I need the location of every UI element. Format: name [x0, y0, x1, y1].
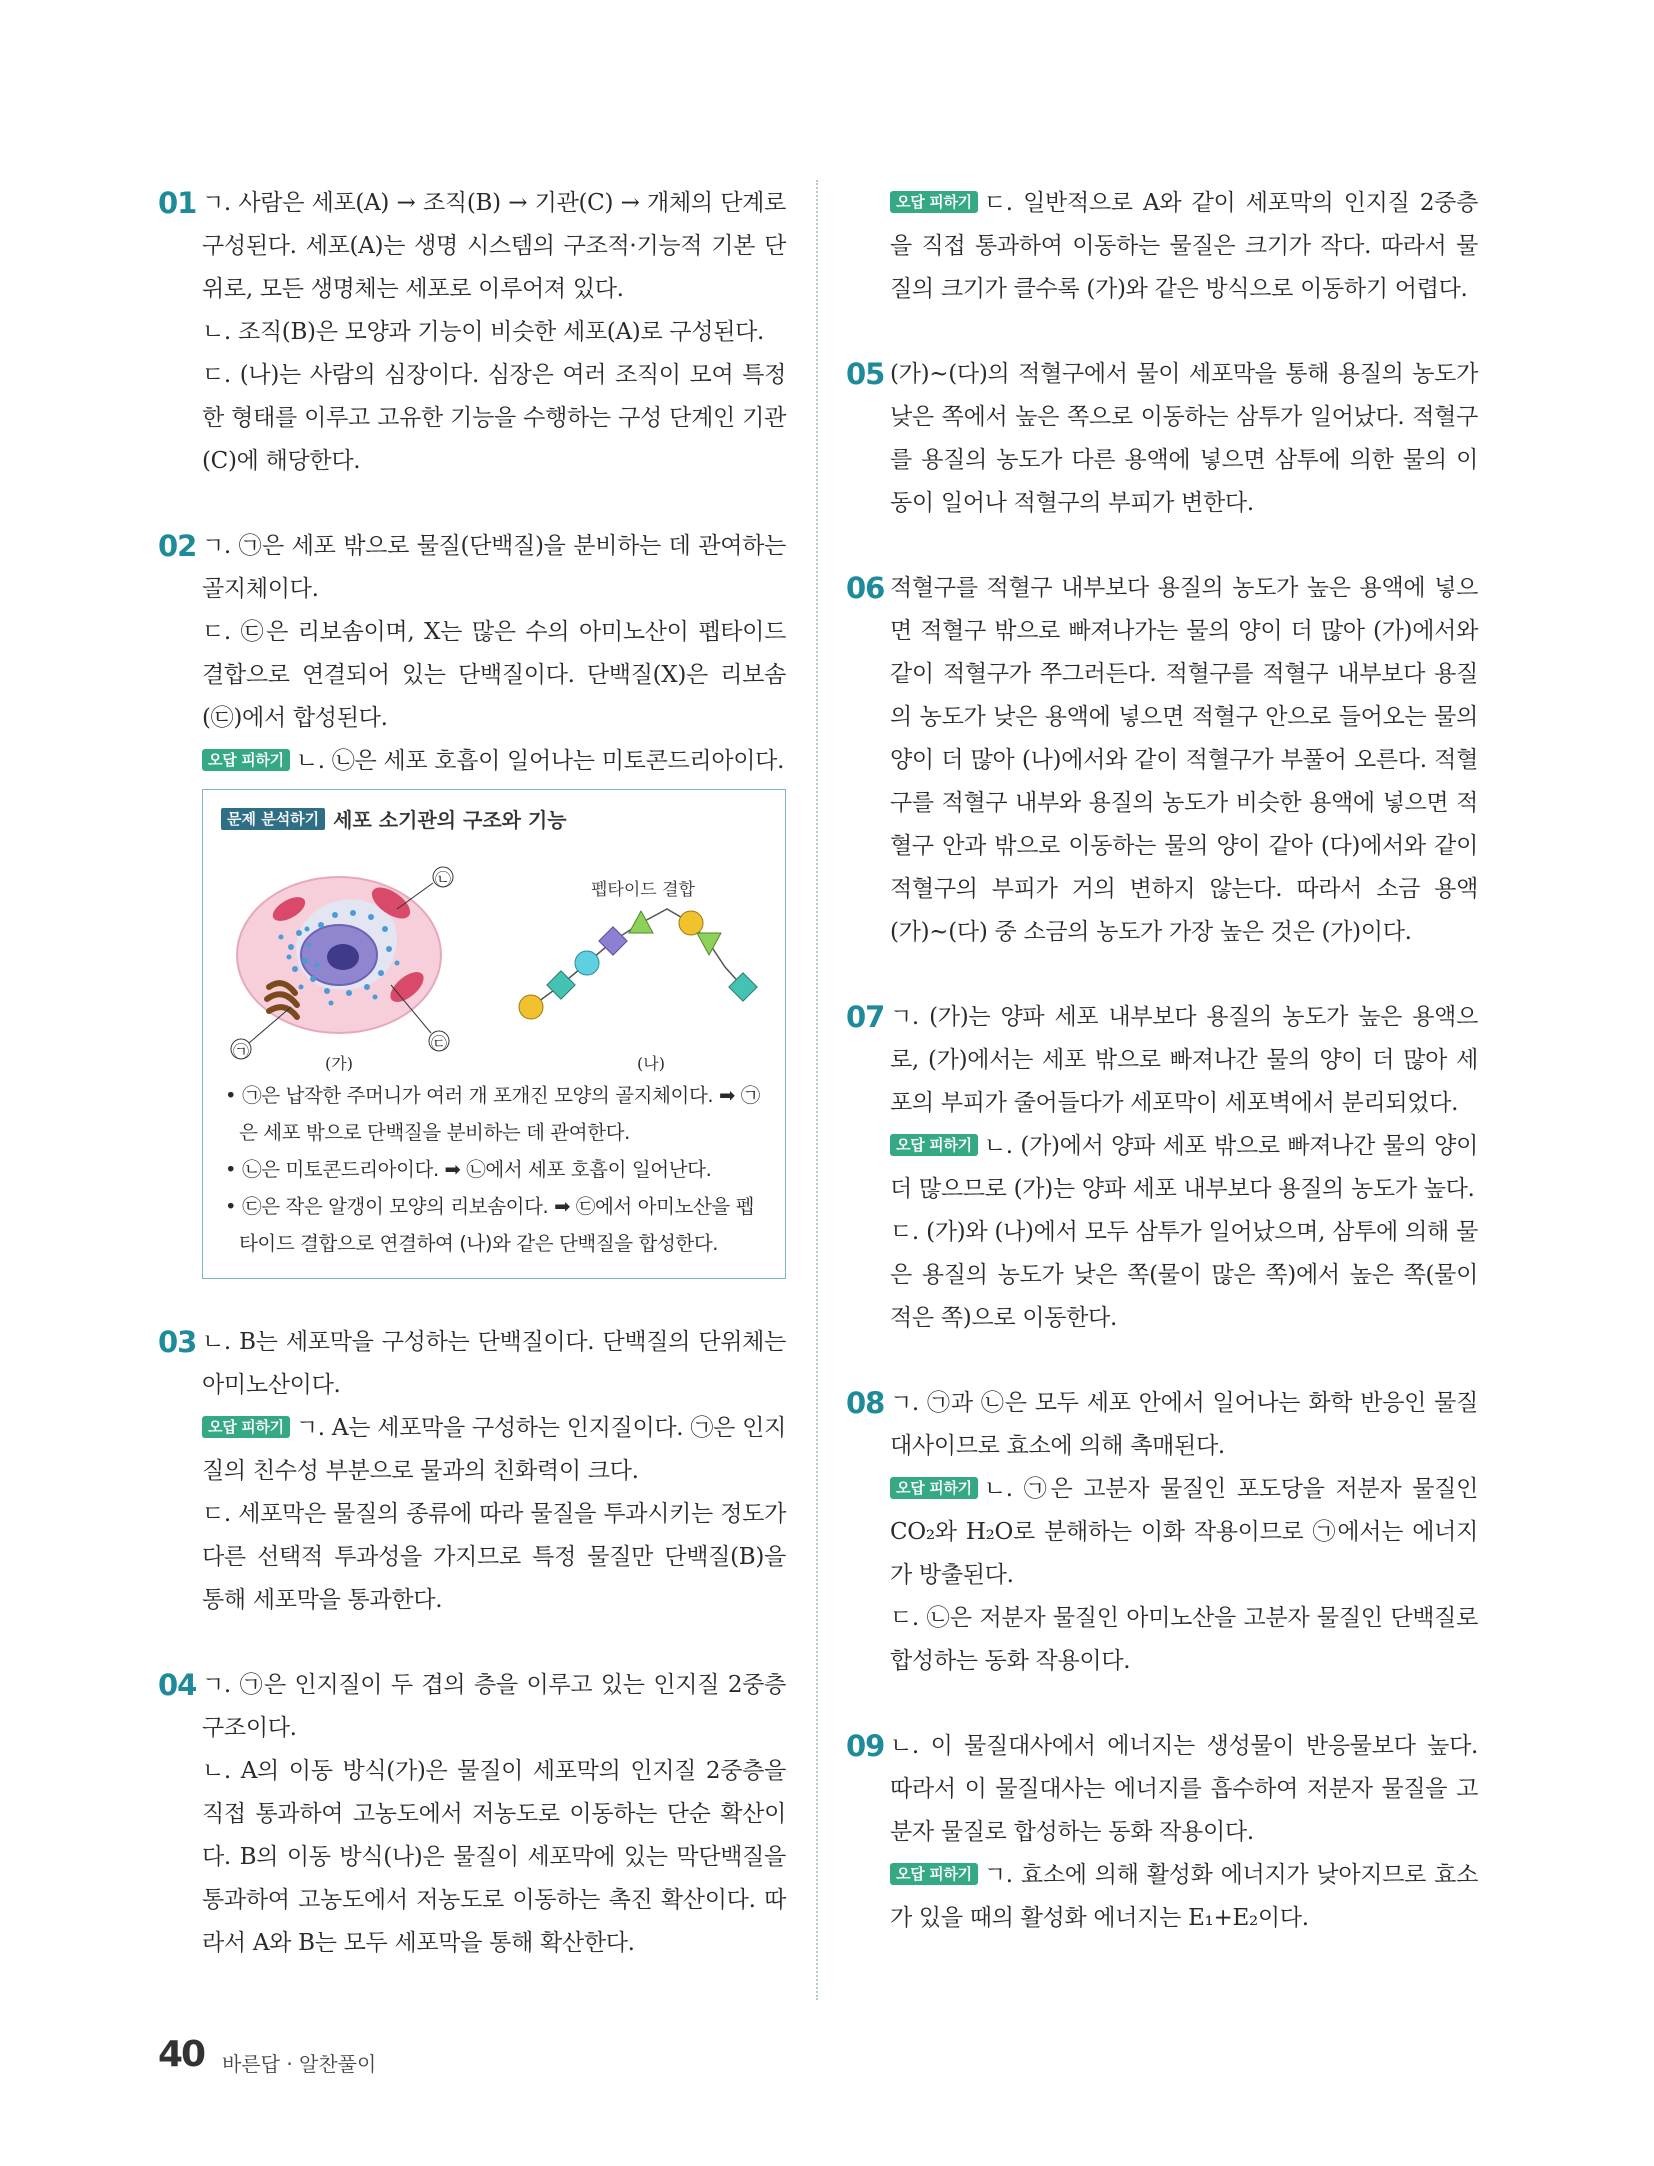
answer-04-continued	[846, 182, 1478, 311]
answer-02	[158, 525, 786, 783]
analysis-tag: 문제 분석하기	[221, 808, 325, 830]
answer-04	[158, 1664, 786, 1965]
answer-paragraph: ㄷ. ㉢은 리보솜이며, X는 많은 수의 아미노산이 펩타이드 결합으로 연결되어 있는 단백질이다. 단백질(X)은 리보솜(㉢)에서 합성된다.	[202, 619, 786, 731]
answer-paragraph: ㄴ. 조직(B)은 모양과 기능이 비슷한 세포(A)로 구성된다.	[202, 319, 765, 345]
wrong-answer-tag: 오답 피하기	[890, 191, 978, 213]
analysis-box-header	[221, 804, 769, 833]
wrong-answer-paragraph	[890, 1125, 1478, 1211]
answer-paragraph: ㄷ. (가)와 (나)에서 모두 삼투가 일어났으며, 삼투에 의해 물은 용질의 농도가 낮은 쪽(물이 많은 쪽)에서 높은 쪽(물이 적은 쪽)으로 이동한다.	[890, 1219, 1478, 1331]
answer-paragraph: (가)~(다)의 적혈구에서 물이 세포막을 통해 용질의 농도가 낮은 쪽에서 높은 쪽으로 이동하는 삼투가 일어났다. 적혈구를 용질의 농도가 다른 용액에 넣으면 삼투에 의한 물의 이동이 일어나 적혈구의 부피가 변한다.	[890, 361, 1478, 516]
question-number: 05	[846, 357, 885, 391]
wrong-answer-paragraph	[890, 182, 1478, 311]
wrong-answer-paragraph	[202, 740, 786, 783]
analysis-bullet: • ㉠은 납작한 주머니가 여러 개 포개진 모양의 골지체이다. ➡ ㉠은 세포 밖으로 단백질을 분비하는 데 관여한다.	[221, 1077, 769, 1151]
mark-mitochondria: ㉡	[435, 870, 452, 889]
figure-label-a: (가)	[325, 1054, 353, 1073]
figure-label-b: (나)	[637, 1054, 665, 1073]
wrong-answer-text: ㄴ. ㉠은 고분자 물질인 포도당을 저분자 물질인 CO₂와 H₂O로 분해하는 이화 작용이므로 ㉠에서는 에너지가 방출된다.	[890, 1476, 1478, 1588]
answer-paragraph: ㄴ. 이 물질대사에서 에너지는 생성물이 반응물보다 높다. 따라서 이 물질대사는 에너지를 흡수하여 저분자 물질을 고분자 물질로 합성하는 동화 작용이다.	[890, 1733, 1478, 1845]
analysis-box	[202, 789, 786, 1279]
question-number: 02	[158, 529, 197, 563]
page-number: 40	[158, 2034, 205, 2075]
wrong-answer-paragraph	[202, 1407, 786, 1493]
answer-paragraph: ㄱ. 사람은 세포(A) → 조직(B) → 기관(C) → 개체의 단계로 구성된다. 세포(A)는 생명 시스템의 구조적·기능적 기본 단위로, 모든 생명체는 세포로 이루어져 있다.	[202, 190, 786, 302]
answer-paragraph: ㄷ. ㉡은 저분자 물질인 아미노산을 고분자 물질인 단백질로 합성하는 동화 작용이다.	[890, 1605, 1478, 1674]
wrong-answer-tag: 오답 피하기	[202, 749, 290, 771]
cell-figure	[221, 837, 793, 1077]
question-number: 07	[846, 1000, 885, 1034]
wrong-answer-text: ㄴ. (가)에서 양파 세포 밖으로 빠져나간 물의 양이 더 많으므로 (가)는 양파 세포 내부보다 용질의 농도가 높다.	[890, 1133, 1478, 1202]
wrong-answer-text: ㄷ. 일반적으로 A와 같이 세포막의 인지질 2중층을 직접 통과하여 이동하는 물질은 크기가 작다. 따라서 물질의 크기가 클수록 (가)와 같은 방식으로 이동하기 어렵다.	[890, 190, 1478, 302]
answer-07	[846, 996, 1478, 1340]
question-number: 09	[846, 1729, 885, 1763]
answer-05	[846, 353, 1478, 525]
cell-organelle-illustration	[221, 837, 793, 1077]
answer-paragraph: ㄱ. ㉠과 ㉡은 모두 세포 안에서 일어나는 화학 반응인 물질대사이므로 효소에 의해 촉매된다.	[890, 1390, 1478, 1459]
book-label: 바른답 · 알찬풀이	[222, 2052, 377, 2076]
answer-paragraph: ㄷ. 세포막은 물질의 종류에 따라 물질을 투과시키는 정도가 다른 선택적 투과성을 가지므로 특정 물질만 단백질(B)을 통해 세포막을 통과한다.	[202, 1501, 786, 1613]
peptide-bond-label: 펩타이드 결합	[591, 880, 695, 900]
answer-paragraph: ㄱ. (가)는 양파 세포 내부보다 용질의 농도가 높은 용액으로, (가)에서는 세포 밖으로 빠져나간 물의 양이 더 많아 세포의 부피가 줄어들다가 세포막이 세포벽에서 분리되었다.	[890, 1004, 1478, 1116]
wrong-answer-paragraph	[890, 1468, 1478, 1597]
answer-paragraph: ㄴ. B는 세포막을 구성하는 단백질이다. 단백질의 단위체는 아미노산이다.	[202, 1329, 786, 1398]
answer-03	[158, 1321, 786, 1622]
wrong-answer-tag: 오답 피하기	[890, 1863, 978, 1885]
answer-08	[846, 1382, 1478, 1683]
mark-ribosome: ㉢	[431, 1034, 448, 1053]
question-number: 08	[846, 1386, 885, 1420]
analysis-bullet: • ㉡은 미토콘드리아이다. ➡ ㉡에서 세포 호흡이 일어난다.	[221, 1151, 769, 1188]
left-column	[158, 182, 786, 1965]
right-column	[846, 182, 1478, 1940]
wrong-answer-text: ㄴ. ㉡은 세포 호흡이 일어나는 미토콘드리아이다.	[295, 748, 785, 774]
column-divider	[816, 180, 818, 2000]
question-number: 03	[158, 1325, 197, 1359]
answer-01	[158, 182, 786, 483]
wrong-answer-tag: 오답 피하기	[890, 1477, 978, 1499]
answer-06	[846, 567, 1478, 954]
wrong-answer-tag: 오답 피하기	[202, 1416, 290, 1438]
wrong-answer-tag: 오답 피하기	[890, 1134, 978, 1156]
wrong-answer-paragraph	[890, 1854, 1478, 1940]
answer-paragraph: 적혈구를 적혈구 내부보다 용질의 농도가 높은 용액에 넣으면 적혈구 밖으로 빠져나가는 물의 양이 더 많아 (가)에서와 같이 적혈구가 쭈그러든다. 적혈구를 적혈구 내부보다 용질의 농도가 낮은 용액에 넣으면 적혈구 안으로 들어오는 물의 양이 더 많아 (나)에서와 같이 적혈구가 부풀어 오른다. 적혈구를 적혈구 내부와 용질의 농도가 비슷한 용액에 넣으면 적혈구 안과 밖으로 이동하는 물의 양이 같아 (다)에서와 같이 적혈구의 부피가 거의 변하지 않는다. 따라서 소금 용액 (가)~(다) 중 소금의 농도가 가장 높은 것은 (가)이다.	[890, 575, 1478, 945]
answer-paragraph: ㄷ. (나)는 사람의 심장이다. 심장은 여러 조직이 모여 특정한 형태를 이루고 고유한 기능을 수행하는 구성 단계인 기관(C)에 해당한다.	[202, 362, 786, 474]
question-number: 01	[158, 186, 197, 220]
answer-09	[846, 1725, 1478, 1940]
wrong-answer-text: ㄱ. A는 세포막을 구성하는 인지질이다. ㉠은 인지질의 친수성 부분으로 물과의 친화력이 크다.	[202, 1415, 786, 1484]
answer-paragraph: ㄴ. A의 이동 방식(가)은 물질이 세포막의 인지질 2중층을 직접 통과하여 고농도에서 저농도로 이동하는 단순 확산이다. B의 이동 방식(나)은 물질이 세포막에 있는 막단백질을 통과하여 고농도에서 저농도로 이동하는 촉진 확산이다. 따라서 A와 B는 모두 세포막을 통해 확산한다.	[202, 1758, 786, 1956]
analysis-bullet: • ㉢은 작은 알갱이 모양의 리보솜이다. ➡ ㉢에서 아미노산을 펩타이드 결합으로 연결하여 (나)와 같은 단백질을 합성한다.	[221, 1188, 769, 1262]
mark-golgi: ㉠	[233, 1042, 250, 1061]
question-number: 04	[158, 1668, 197, 1702]
analysis-title: 세포 소기관의 구조와 기능	[333, 808, 567, 832]
nucleolus	[327, 944, 359, 970]
wrong-answer-text: ㄱ. 효소에 의해 활성화 에너지가 낮아지므로 효소가 있을 때의 활성화 에너지는 E₁+E₂이다.	[890, 1862, 1478, 1931]
question-number: 06	[846, 571, 885, 605]
answer-paragraph: ㄱ. ㉠은 인지질이 두 겹의 층을 이루고 있는 인지질 2중층 구조이다.	[202, 1672, 786, 1741]
answer-paragraph: ㄱ. ㉠은 세포 밖으로 물질(단백질)을 분비하는 데 관여하는 골지체이다.	[202, 533, 786, 602]
